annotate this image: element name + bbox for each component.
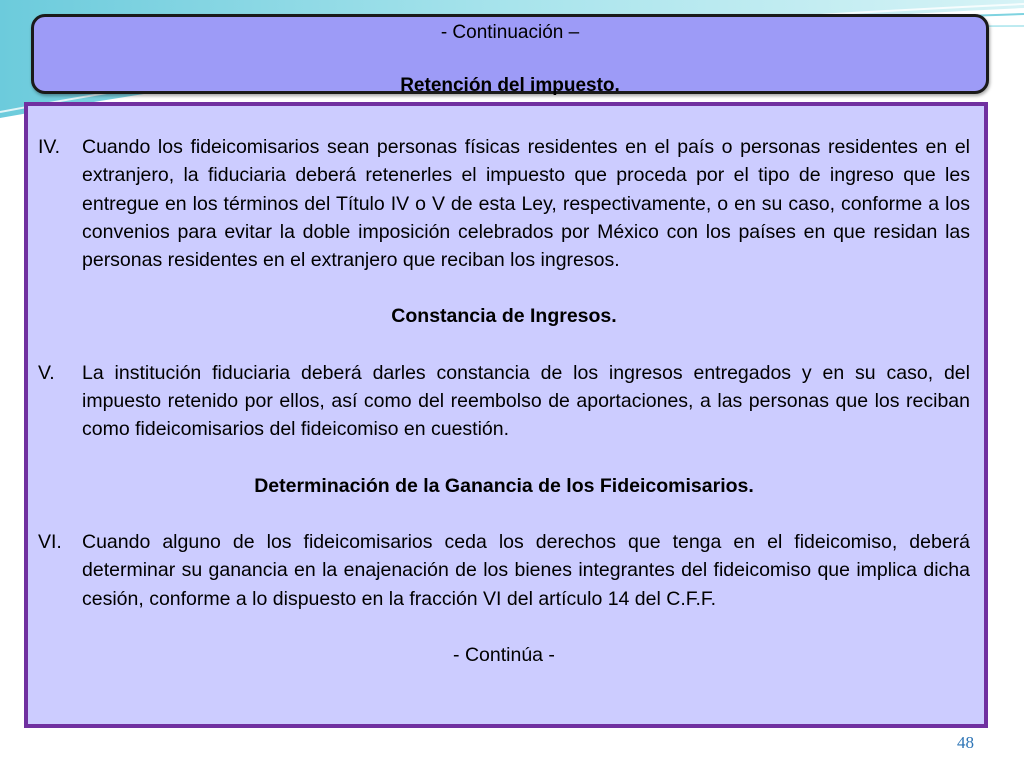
item-number: IV. <box>38 136 61 158</box>
slide-title-box <box>31 14 989 94</box>
item-text: Cuando alguno de los fideicomisarios ceda los derechos que tenga en el fideicomiso, deberá determinar su ganancia en la enajenación de los bienes integrantes del fideicomiso que implica dicha cesión, conforme a lo dispuesto en la fracción VI del artículo 14 del C.F.F. <box>82 530 970 610</box>
list-item <box>38 359 970 444</box>
page-number: 48 <box>957 733 974 752</box>
item-number: VI. <box>38 530 62 553</box>
list-item <box>38 133 970 274</box>
section-heading: Constancia de Ingresos. <box>391 305 617 328</box>
continuation-label: - Continuación – <box>440 22 580 43</box>
content-box <box>24 102 988 728</box>
section-heading: Determinación de la Ganancia de los Fideicomisarios. <box>254 474 754 497</box>
slide-title: Retención del impuesto. <box>400 75 620 96</box>
item-text: Cuando los fideicomisarios sean personas físicas residentes en el país o personas residentes en el extranjero, la fiduciaria deberá retenerles el impuesto que proceda por el tipo de ingreso que les entregue en los términos del Título IV o V de esta Ley, respectivamente, o en su caso, conforme a los convenios para evitar la doble imposición celebrados por México con los países en que residan las personas residentes en el extranjero que reciban los ingresos. <box>82 136 970 272</box>
list-item <box>38 528 970 613</box>
item-number: V. <box>38 361 55 384</box>
item-text: La institución fiduciaria deberá darles constancia de los ingresos entregados y en su caso, del impuesto retenido por ellos, así como del reembolso de aportaciones, a las personas que los reciban como fideicomisarios del fideicomiso en cuestión. <box>82 361 970 441</box>
continues-label: - Continúa - <box>453 643 555 666</box>
